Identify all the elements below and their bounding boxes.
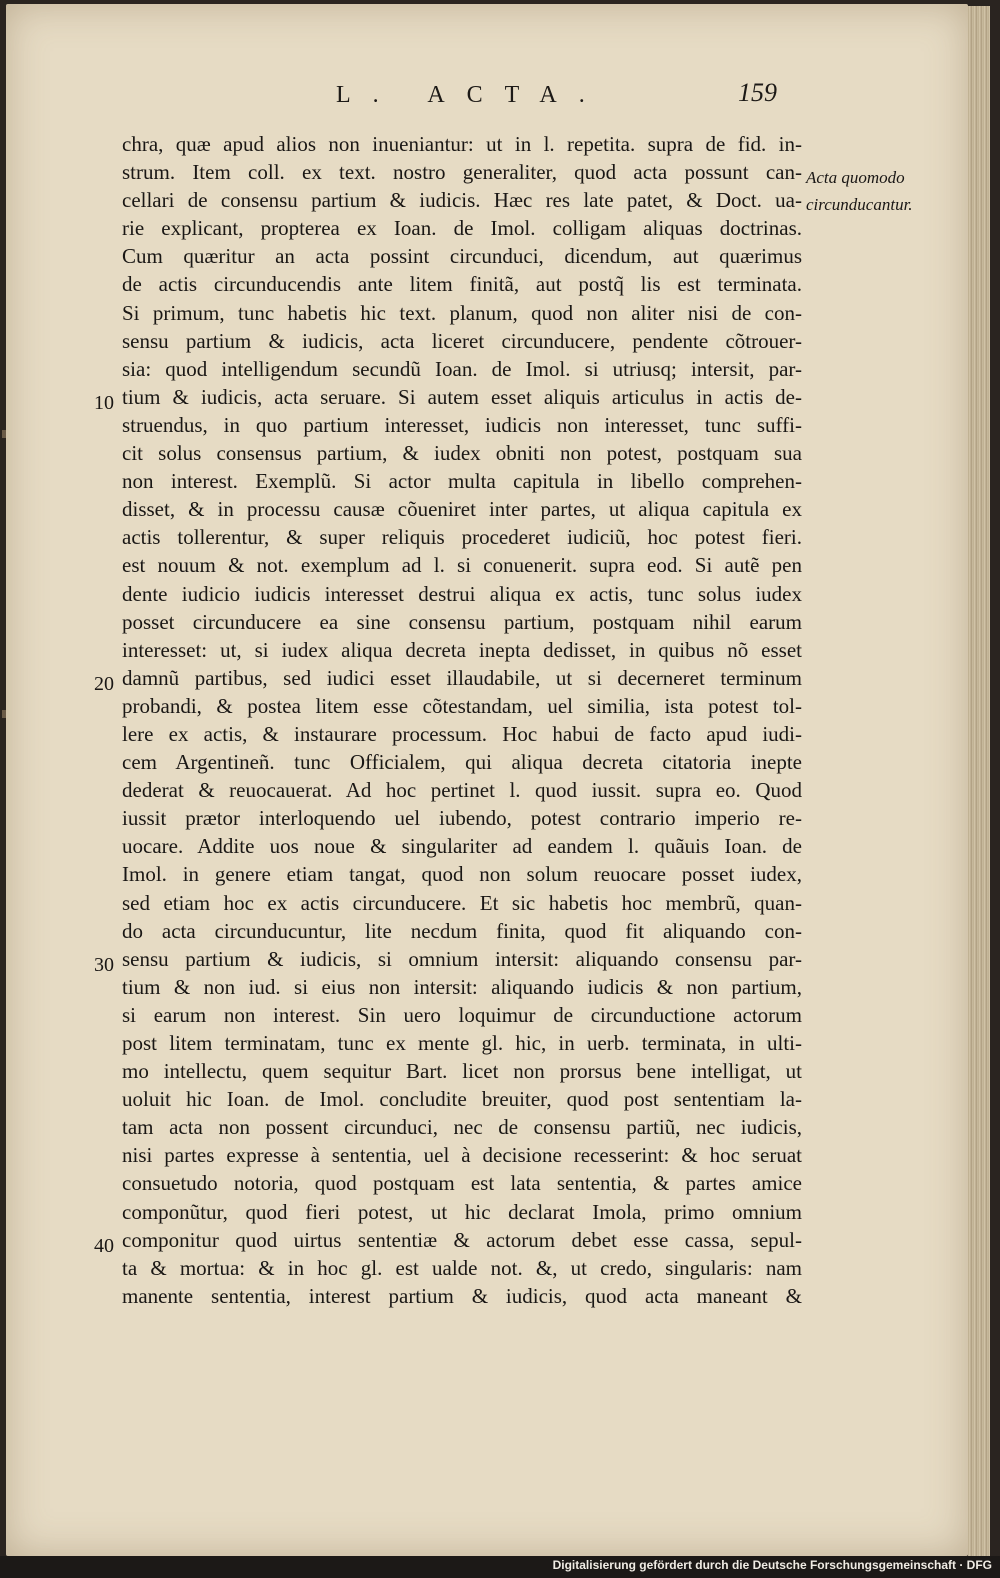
text-line: strum. Item coll. ex text. nostro generaliter, quod acta possunt can-	[122, 160, 802, 185]
book-page	[6, 4, 968, 1556]
edge-mark	[2, 710, 6, 718]
text-line: sensu partium & iudicis, si omnium intersit: aliquando consensu par-	[122, 946, 802, 971]
text-line: uocare. Addite uos noue & singulariter ad eandem l. quãuis Ioan. de	[122, 834, 802, 859]
line-number-40: 40	[94, 1235, 114, 1257]
text-line: disset, & in processu causæ cõueniret inter partes, ut aliqua capitula ex	[122, 497, 802, 522]
line-number-10: 10	[94, 392, 114, 414]
text-line: cem Argentineñ. tunc Officialem, qui aliqua decreta citatoria inepte	[122, 750, 802, 775]
text-line: actis tollerentur, & super reliquis procederet iudiciũ, hoc potest fieri.	[122, 525, 802, 550]
text-line: Cum quæritur an acta possint circunduci, dicendum, aut quærimus	[122, 244, 802, 269]
text-line: posset circunducere ea sine consensu partium, postquam nihil earum	[122, 609, 802, 634]
text-line: lere ex actis, & instaurare processum. Hoc habui de facto apud iudi-	[122, 721, 802, 746]
text-line: probandi, & postea litem esse cõtestandam, uel similia, ista potest tol-	[122, 693, 802, 718]
text-line: cellari de consensu partium & iudicis. Hæc res late patet, & Doct. ua-	[122, 188, 802, 213]
text-line: ta & mortua: & in hoc gl. est ualde not. &, ut credo, singularis: nam	[122, 1255, 802, 1280]
text-line: do acta circunducuntur, lite necdum finita, quod fit aliquando con-	[122, 918, 802, 943]
text-line: est nouum & not. exemplum ad l. si conuenerit. supra eod. Si autẽ pen	[122, 553, 802, 578]
page-header	[6, 78, 968, 118]
text-line: cit solus consensus partium, & iudex obniti non potest, postquam sua	[122, 441, 802, 466]
footer-bar	[0, 1556, 1000, 1578]
text-line: non interest. Exemplũ. Si actor multa capitula in libello comprehen-	[122, 469, 802, 494]
text-line: tium & non iud. si eius non intersit: aliquando iudicis & non partium,	[122, 974, 802, 999]
text-line: struendus, in quo partium interesset, iudicis non interesset, tunc suffi-	[122, 412, 802, 437]
text-line: damnũ partibus, sed iudici esset illaudabile, ut si decerneret terminum	[122, 665, 802, 690]
folio-number: 159	[738, 78, 777, 107]
text-line: chra, quæ apud alios non inueniantur: ut in l. repetita. supra de fid. in-	[122, 132, 802, 156]
text-line: dente iudicio iudicis interesset destrui aliqua ex actis, tunc solus iudex	[122, 581, 802, 606]
text-line: componũtur, quod fieri potest, ut hic declarat Imola, primo omnium	[122, 1199, 802, 1224]
text-line: si earum non interest. Sin uero loquimur de circunductione actorum	[122, 1002, 802, 1027]
text-line: mo intellectu, quem sequitur Bart. licet non prorsus bene intelligat, ut	[122, 1059, 802, 1084]
line-number-20: 20	[94, 673, 114, 695]
text-line: rie explicant, propterea ex Ioan. de Imol. colligam aliquas doctrinas.	[122, 216, 802, 241]
body-text	[122, 130, 802, 1310]
text-line: tam acta non possent circunduci, nec de consensu partiũ, nec iudicis,	[122, 1115, 802, 1140]
digitization-credit: Digitalisierung gefördert durch die Deutsche Forschungsgemeinschaft · DFG	[552, 1558, 992, 1572]
text-line: tium & iudicis, acta seruare. Si autem esset aliquis articulus in actis de-	[122, 384, 802, 409]
text-line: Imol. in genere etiam tangat, quod non solum reuocare posset iudex,	[122, 862, 802, 887]
text-line: sed etiam hoc ex actis circunducere. Et sic habetis hoc membrũ, quan-	[122, 890, 802, 915]
text-line: consuetudo notoria, quod postquam est lata sententia, & partes amice	[122, 1171, 802, 1196]
running-head: L. ACTA.	[336, 82, 607, 108]
text-line: iussit prætor interloquendo uel iubendo, potest contrario imperio re-	[122, 806, 802, 831]
line-number-30: 30	[94, 954, 114, 976]
text-line: componitur quod uirtus sententiæ & actorum debet esse cassa, sepul-	[122, 1227, 802, 1252]
text-line: sia: quod intelligendum secundũ Ioan. de Imol. si utriusq; intersit, par-	[122, 356, 802, 381]
text-line: interesset: ut, si iudex aliqua decreta inepta dedisset, in quibus nõ esset	[122, 637, 802, 662]
marginal-note: Acta quomodo circunducantur.	[806, 168, 913, 214]
page-edge	[968, 6, 990, 1556]
text-line: Si primum, tunc habetis hic text. planum, quod non aliter nisi de con-	[122, 300, 802, 325]
text-line: de actis circunducendis ante litem finitã, aut postq̃ lis est terminata.	[122, 272, 802, 297]
text-line: sensu partium & iudicis, acta liceret circunducere, pendente cõtrouer-	[122, 328, 802, 353]
edge-mark	[2, 430, 6, 438]
text-line: manente sententia, interest partium & iudicis, quod acta maneant &	[122, 1283, 802, 1308]
text-line: uoluit hic Ioan. de Imol. concludite breuiter, quod post sententiam la-	[122, 1087, 802, 1112]
text-line: dederat & reuocauerat. Ad hoc pertinet l. quod iussit. supra eo. Quod	[122, 778, 802, 803]
text-line: post litem terminatam, tunc ex mente gl. hic, in uerb. terminata, in ulti-	[122, 1031, 802, 1055]
text-line: nisi partes expresse à sententia, uel à decisione recesserint: & hoc seruat	[122, 1143, 802, 1168]
